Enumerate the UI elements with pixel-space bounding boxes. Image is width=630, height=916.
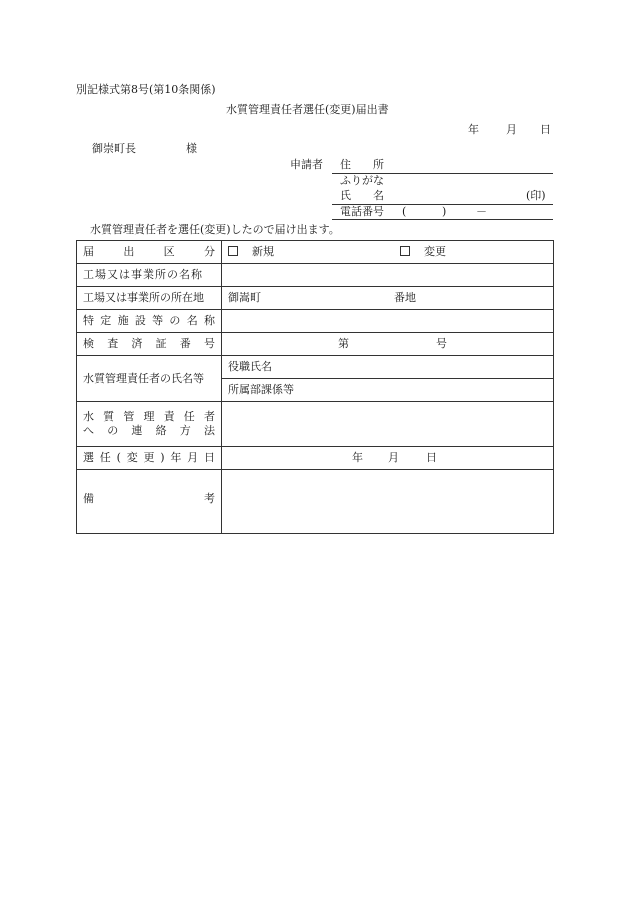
row-manager-title — [77, 356, 554, 379]
row-contact-method — [77, 402, 554, 447]
cert-go: 号 — [436, 337, 447, 350]
appoint-month: 月 — [388, 451, 399, 464]
row-remarks — [77, 470, 554, 534]
date-day: 日 — [540, 123, 551, 136]
furigana-label: ふりがな — [340, 174, 384, 187]
row-factory-name — [77, 264, 554, 287]
location-banchi: 番地 — [394, 291, 416, 304]
factory-name-field[interactable] — [222, 264, 554, 287]
phone-label: 電話番号 — [340, 205, 384, 218]
phone-dash: － — [476, 205, 487, 218]
contact-label-line1: 水 質 管 理 責 任 者 — [83, 410, 215, 423]
date-month: 月 — [506, 123, 517, 136]
row-facility-name — [77, 310, 554, 333]
contact-method-field[interactable] — [222, 402, 554, 447]
row-appointment-date — [77, 447, 554, 470]
phone-line — [332, 219, 553, 220]
cert-dai: 第 — [338, 337, 349, 350]
manager-dept-field[interactable] — [222, 379, 554, 402]
honorific: 様 — [186, 142, 197, 155]
appoint-year: 年 — [352, 451, 363, 464]
type-new-label: 新規 — [252, 245, 274, 258]
facility-name-field[interactable] — [222, 310, 554, 333]
remarks-field[interactable] — [222, 470, 554, 534]
row-notification-type — [77, 241, 554, 264]
statement: 水質管理責任者を選任(変更)したので届け出ます。 — [90, 223, 340, 236]
row-cert-number — [77, 333, 554, 356]
address-label: 住 所 — [340, 158, 384, 171]
checkbox-new[interactable] — [228, 246, 238, 256]
facility-name-label: 特 定 施 設 等 の 名 称 — [83, 314, 215, 327]
manager-label: 水質管理責任者の氏名等 — [83, 371, 204, 385]
cert-number-field[interactable] — [222, 333, 554, 356]
factory-location-field[interactable] — [222, 287, 554, 310]
applicant-label: 申請者 — [290, 158, 323, 171]
factory-name-label: 工場又は事業所の名称 — [83, 268, 203, 281]
factory-location-label: 工場又は事業所の所在地 — [83, 291, 204, 304]
phone-close-paren: ) — [442, 205, 447, 218]
row-factory-location — [77, 287, 554, 310]
manager-title-name-field[interactable] — [222, 356, 554, 379]
cert-label: 検 査 済 証 番 号 — [83, 337, 215, 350]
date-year: 年 — [468, 123, 479, 136]
document-title: 水質管理責任者選任(変更)届出書 — [226, 103, 389, 116]
name-label: 氏 名 — [340, 189, 384, 202]
appointment-date-field[interactable] — [222, 447, 554, 470]
appoint-day: 日 — [426, 451, 437, 464]
recipient: 御崇町長 — [92, 142, 136, 155]
remarks-label: 備 考 — [83, 492, 215, 505]
manager-dept-label: 所属部課係等 — [228, 383, 294, 396]
form-id: 別記様式第8号(第10条関係) — [76, 83, 216, 96]
manager-title-name-label: 役職氏名 — [228, 360, 272, 373]
location-town: 御嵩町 — [228, 291, 261, 304]
notification-table — [76, 240, 554, 534]
contact-label-line2: へ の 連 絡 方 法 — [83, 424, 215, 437]
type-change-label: 変更 — [424, 245, 446, 258]
appoint-date-label: 選 任 ( 変 更 ) 年 月 日 — [83, 451, 215, 464]
seal-mark: (印) — [526, 189, 546, 202]
type-label: 届 出 区 分 — [83, 245, 215, 258]
phone-open-paren: ( — [402, 205, 407, 218]
checkbox-change[interactable] — [400, 246, 410, 256]
